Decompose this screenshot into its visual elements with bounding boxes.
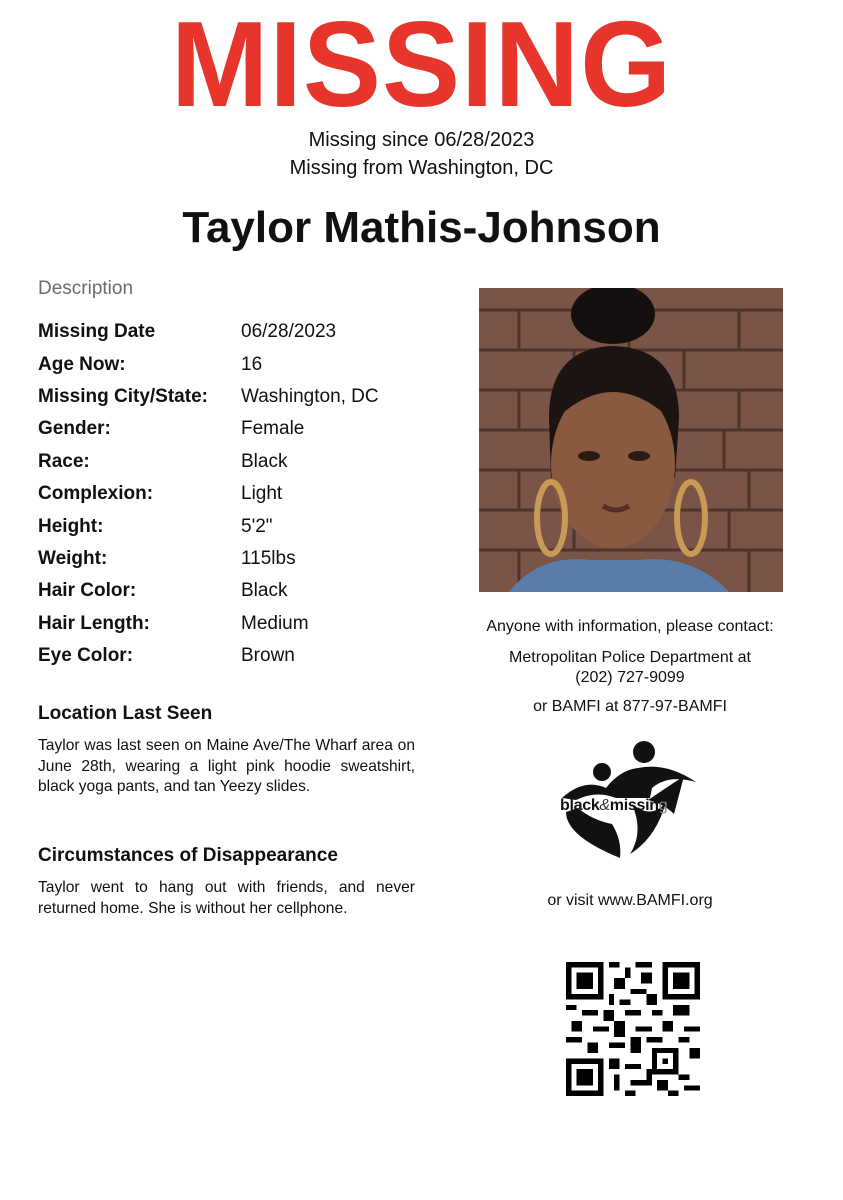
detail-value: Female [241, 418, 305, 440]
qr-code [566, 962, 700, 1096]
missing-headline: MISSING [170, 0, 673, 132]
detail-value: 5'2" [241, 515, 273, 537]
person-photo [479, 288, 783, 592]
detail-label: Race: [38, 450, 90, 472]
detail-row [38, 413, 379, 445]
circumstances-heading: Circumstances of Disappearance [38, 845, 338, 866]
circumstances-text: Taylor went to hang out with friends, and never returned home. She is without her cellphone. [38, 879, 415, 917]
contact-website: or visit www.BAMFI.org [547, 892, 713, 909]
detail-label: Complexion: [38, 483, 154, 505]
detail-label: Hair Length: [38, 612, 150, 634]
detail-label: Hair Color: [38, 580, 137, 602]
detail-row [38, 348, 379, 380]
missing-from-text: Missing from Washington, DC [289, 157, 554, 179]
logo-word-tail: g [658, 797, 668, 814]
detail-label: Missing Date [38, 321, 156, 343]
detail-value: Light [241, 483, 283, 505]
detail-value: Black [241, 450, 288, 472]
detail-row [38, 478, 379, 510]
detail-row [38, 640, 379, 672]
detail-value: Washington, DC [241, 385, 379, 407]
description-table [38, 316, 379, 672]
detail-row [38, 381, 379, 413]
detail-row [38, 446, 379, 478]
logo-wordmark [560, 797, 667, 815]
detail-value: Black [241, 580, 288, 602]
police-name: Metropolitan Police Department at [509, 649, 751, 666]
detail-value: 16 [241, 353, 263, 375]
police-phone: (202) 727-9099 [575, 669, 685, 686]
detail-label: Gender: [38, 418, 111, 440]
contact-intro: Anyone with information, please contact: [486, 618, 774, 635]
detail-row [38, 543, 379, 575]
detail-row [38, 575, 379, 607]
detail-label: Eye Color: [38, 645, 134, 667]
contact-bamfi-phone: or BAMFI at 877-97-BAMFI [533, 698, 727, 715]
missing-since-text: Missing since 06/28/2023 [308, 129, 535, 151]
detail-row [38, 510, 379, 542]
detail-value: 06/28/2023 [241, 321, 337, 343]
detail-value: Medium [241, 612, 309, 634]
description-title: Description [38, 278, 134, 299]
detail-value: Brown [241, 645, 295, 667]
location-text: Taylor was last seen on Maine Ave/The Wharf area on June 28th, wearing a light pink hoodie sweatshirt, black yoga pants, and tan Yeezy slides. [38, 737, 415, 795]
logo-word-black: black [560, 797, 600, 814]
detail-label: Weight: [38, 547, 108, 569]
logo-word-missing: missin [609, 797, 659, 814]
detail-row [38, 316, 379, 348]
detail-value: 115lbs [241, 547, 296, 569]
detail-label: Age Now: [38, 353, 126, 375]
photo-illustration [479, 288, 783, 592]
detail-label: Height: [38, 515, 104, 537]
missing-info [0, 126, 843, 182]
contact-police [440, 648, 820, 688]
person-name: Taylor Mathis-Johnson [182, 203, 661, 252]
logo-ampersand: & [599, 797, 610, 814]
detail-label: Missing City/State: [38, 385, 208, 407]
location-heading: Location Last Seen [38, 703, 213, 724]
detail-row [38, 608, 379, 640]
